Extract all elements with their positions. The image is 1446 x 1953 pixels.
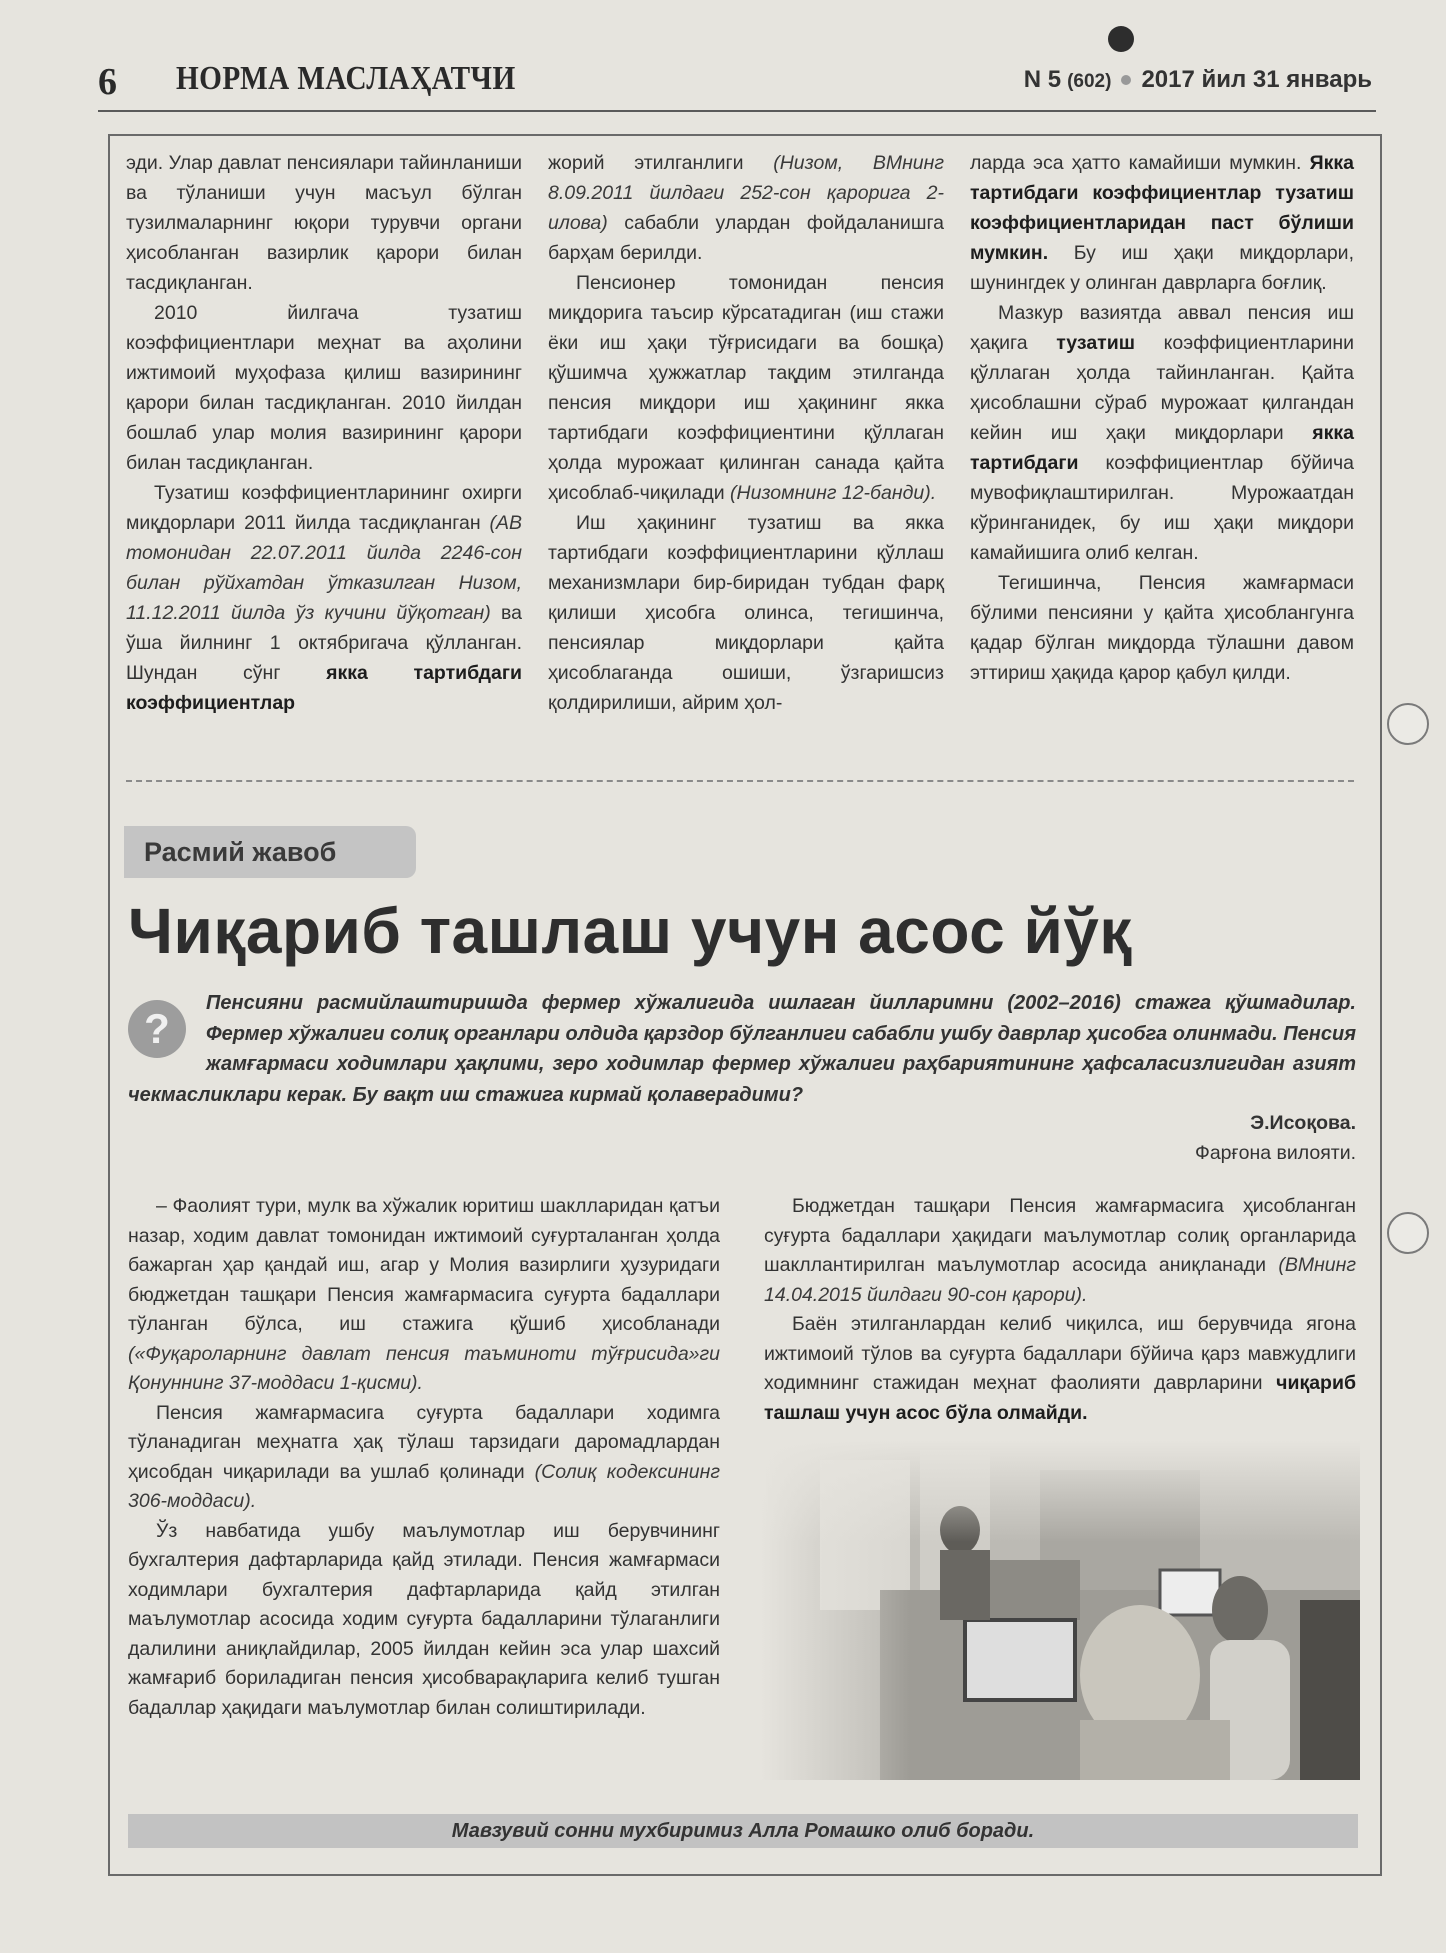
paragraph: Баён этилганлардан келиб чиқилса, иш берувчида ягона ижтимоий тўлов ва суғурта бадаллари бўйича қарз мавжудлиги ходимнинг стажидан меҳнат фаолияти даврларини чиқариб ташлаш учун асос бўла олмайди. — [764, 1313, 1356, 1424]
paragraph: Ўз навбатида ушбу маълумотлар иш берувчининг бухгалтерия дафтарларида қайд этилади. Пенсия жамғармаси ходимлари бухгалтерия дафтарларида қайд этилган маълумотлар асосида ходим суғурта бадалларини тўлаганлиги далилини аниқлайдилар, 2005 йилдан кейин эса улар шахсий жамғариб бориладиган пенсия ҳисобварақларига келиб тушган бадаллар ҳақидаги маълумотлар билан солиштирилади. — [128, 1519, 720, 1719]
paragraph: Мазкур вазиятда аввал пенсия иш ҳақига тузатиш коэффициентларини қўллаган ҳолда тайинланган. Қайта ҳисоблашни сўраб мурожаат қилгандан кейин иш ҳақи миқдорлари якка тартибдаги коэффициентлар бўйича мувофиқлаштирилган. Мурожаатдан кўринганидек, бу иш ҳақи миқдори камайишига олиб келган. — [970, 302, 1355, 564]
answer-column-1 — [128, 1192, 720, 1723]
article-column-2 — [548, 148, 944, 718]
footer-credit: Мавзувий сонни мухбиримиз Алла Ромашко олиб боради. — [128, 1814, 1358, 1848]
paragraph: жорий этилганлиги (Низом, ВМнинг 8.09.2011 йилдаги 252-сон қарорига 2-илова) сабабли улардан фойдаланишга барҳам берилди. — [548, 152, 944, 264]
article-headline: Чиқариб ташлаш учун асос йўқ — [128, 895, 1132, 967]
question-mark-icon: ? — [128, 1000, 186, 1058]
question-text: Пенсияни расмийлаштиришда фермер хўжалигида ишлаган йилларимни (2002–2016) стажга қўшмадилар. Фермер хўжалиги солиқ органлари олдида қарздор бўлганлиги сабабли ушбу даврлар ҳисобга олинмади. Пенсия жамғармаси ходимлари ҳақлими, зеро ходимлар фермер хўжалиги раҳбариятининг ҳафсаласизлигидан азият чекмасликлари керак. Бу вақт иш стажига кирмай қолаверадими? — [128, 992, 1356, 1106]
newspaper-title: НОРМА МАСЛАҲАТЧИ — [176, 60, 516, 97]
paragraph: Пенсия жамғармасига суғурта бадаллари ходимга тўланадиган меҳнатга ҳақ тўлаш тарзидаги даромадлардан ҳисобдан чиқарилади ва ушлаб қолинади (Солиқ кодексининг 306-моддаси). — [128, 1401, 720, 1512]
paragraph: Бюджетдан ташқари Пенсия жамғармасига ҳисобланган суғурта бадаллари ҳақидаги маълумотлар солиқ органларида шакллантирилган маълумотлар асосида аниқланади (ВМнинг 14.04.2015 йилдаги 90-сон қарори). — [764, 1195, 1356, 1306]
article-column-3 — [970, 148, 1354, 688]
reader-question — [128, 988, 1356, 1110]
office-photo — [760, 1440, 1360, 1780]
binder-hole-icon — [1387, 703, 1429, 745]
question-signature — [1195, 1108, 1356, 1168]
article-column-1 — [126, 148, 522, 718]
answer-column-2 — [764, 1192, 1356, 1428]
issue-info — [1024, 66, 1372, 94]
author-name: Э.Исоқова. — [1250, 1112, 1356, 1134]
rubric-label: Расмий жавоб — [124, 826, 416, 878]
issue-date: 2017 йил 31 январь — [1141, 66, 1372, 93]
page-number: 6 — [98, 61, 117, 103]
section-divider — [126, 780, 1354, 782]
binder-hole-icon — [1387, 1212, 1429, 1254]
paragraph: ларда эса ҳатто камайиши мумкин. Якка тартибдаги коэффициентлар тузатиш коэффициентларидан паст бўлиши мумкин. Бу иш ҳақи миқдорлари, шунингдек у олинган даврларга боғлиқ. — [970, 152, 1354, 294]
issue-number: N 5 — [1023, 66, 1062, 93]
paragraph: – Фаолият тури, мулк ва хўжалик юритиш шаклларидан қатъи назар, ходим давлат томонидан ижтимоий суғурталанган ҳолда бажарган ҳар қандай иш, агар у Молия вазирлиги ҳузуридаги бюджетдан ташқари Пенсия жамғармасига суғурта бадаллари тўланган бўлса, иш стажига қўшиб ҳисобланади («Фуқароларнинг давлат пенсия таъминоти тўғрисида»ги Қонуннинг 37-моддаси 1-қисми). — [128, 1195, 720, 1394]
paragraph: Иш ҳақининг тузатиш ва якка тартибдаги коэффициентларини қўллаш механизмлари бир-биридан тубдан фарқ қилиши ҳисобга олинса, тегишинча, пенсиялар миқдорлари қайта ҳисоблаганда ошиши, ўзгаришсиз қолдирилиши, айрим ҳол- — [548, 512, 944, 714]
paragraph: Пенсионер томонидан пенсия миқдорига таъсир кўрсатадиган (иш стажи ёки иш ҳақи тўғрисидаги ва бошқа) қўшимча ҳужжатлар тақдим этилганда пенсия миқдори иш ҳақининг якка тартибдаги коэффициентини қўллаган ҳолда мурожаат қилинган санада қайта ҳисоблаб-чиқилади (Низомнинг 12-банди). — [548, 272, 944, 504]
page-header — [0, 0, 1446, 115]
paragraph: эди. Улар давлат пенсиялари тайинланиши ва тўланиши учун масъул бўлган тузилмаларнинг юқори турувчи органи ҳисобланган вазирлик қарори билан тасдиқланган. — [126, 152, 522, 294]
paragraph: 2010 йилгача тузатиш коэффициентлари меҳнат ва аҳолини ижтимоий муҳофаза қилиш вазирининг қарори билан тасдиқланган. 2010 йилдан бошлаб улар молия вазирининг қарори билан тасдиқланган. — [126, 302, 522, 474]
paragraph: Тузатиш коэффициентларининг охирги миқдорлари 2011 йилда тасдиқланган (АВ томонидан 22.07.2011 йилда 2246-сон билан рўйхатдан ўтказилган Низом, 11.12.2011 йилда ўз кучини йўқотган) ва ўша йилнинг 1 октябригача қўлланган. Шундан сўнг якка тартибдаги коэффициентлар — [126, 482, 523, 714]
author-region: Фарғона вилояти. — [1195, 1142, 1356, 1164]
header-rule — [98, 110, 1376, 112]
bullet-icon — [1121, 75, 1131, 85]
issue-total: (602) — [1067, 71, 1112, 92]
paragraph: Тегишинча, Пенсия жамғармаси бўлими пенсияни у қайта ҳисоблангунга қадар бўлган миқдорда тўлашни давом эттириш ҳақида қарор қабул қилди. — [970, 572, 1354, 684]
